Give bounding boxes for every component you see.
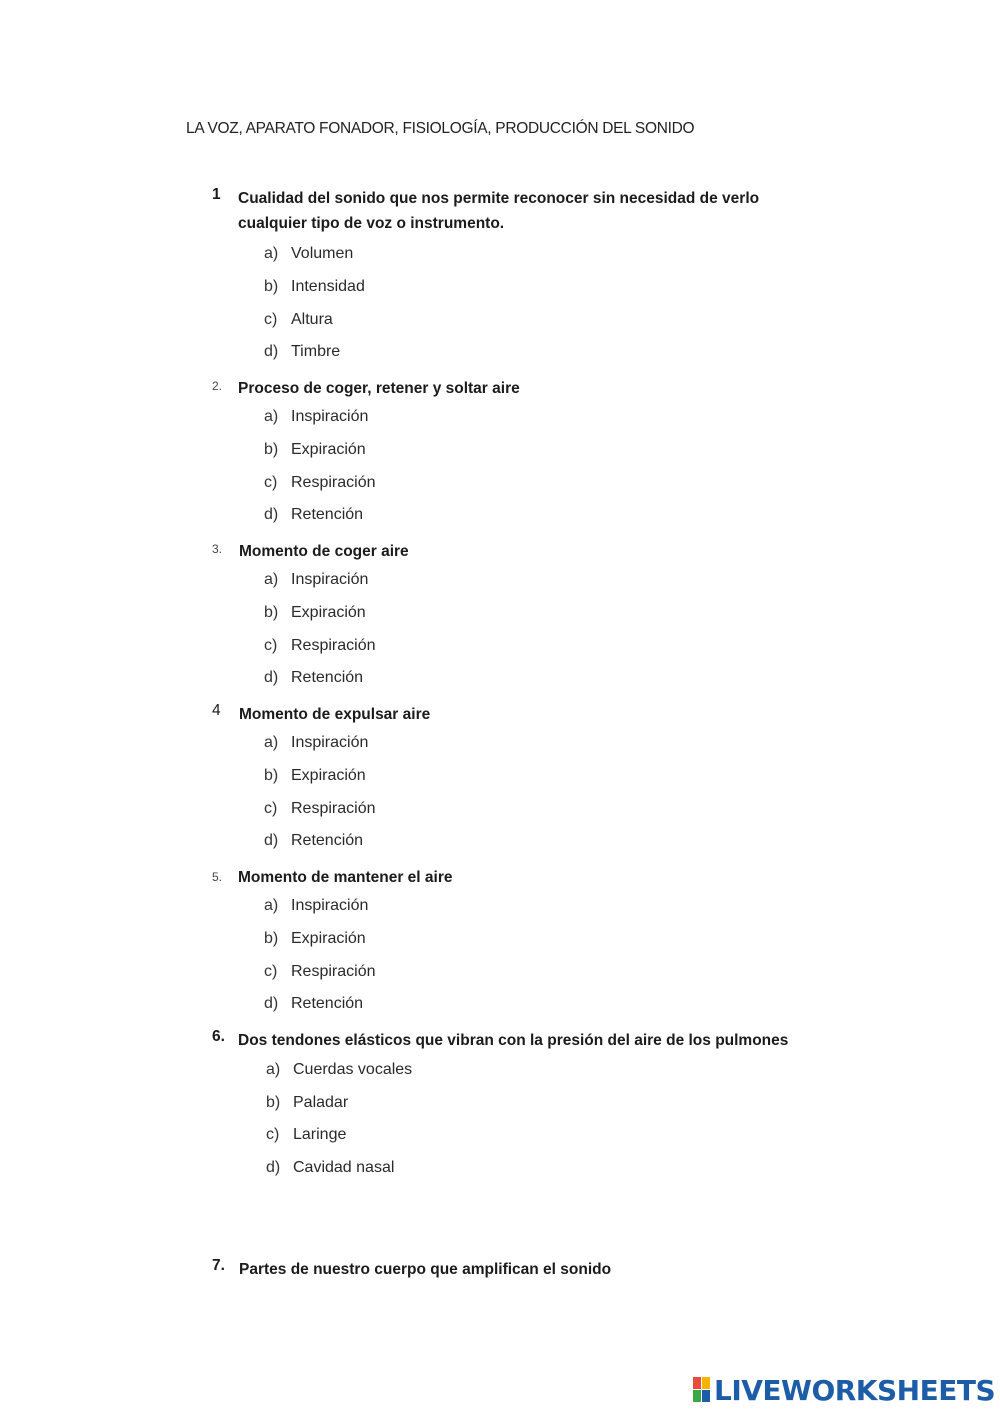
logo-text: LIVEWORKSHEETS: [714, 1373, 996, 1407]
liveworksheets-icon: [693, 1377, 711, 1403]
question-text: Proceso de coger, retener y soltar aire: [238, 380, 520, 397]
liveworksheets-logo: [693, 1372, 995, 1408]
logo-square-yellow: [702, 1377, 710, 1389]
logo-square-red: [693, 1377, 701, 1389]
logo-square-blue: [702, 1390, 710, 1402]
question-number: 7.: [212, 1257, 225, 1274]
question-number: 3.: [212, 542, 223, 556]
question-text: Cualidad del sonido que nos permite reconocer sin necesidad de verlo cualquier tipo de voz o instrumento.: [238, 190, 760, 232]
question-number: 4: [212, 702, 221, 719]
question-number: 6.: [212, 1028, 225, 1045]
question-text: Momento de coger aire: [239, 543, 409, 560]
logo-square-green: [693, 1390, 701, 1402]
question-number: 5.: [212, 870, 223, 884]
question-text: Dos tendones elásticos que vibran con la presión del aire de los pulmones: [238, 1032, 789, 1049]
question-text: Partes de nuestro cuerpo que amplifican el sonido: [239, 1261, 612, 1278]
page-title: LA VOZ, APARATO FONADOR, FISIOLOGÍA, PRODUCCIÓN DEL SONIDO: [186, 120, 695, 137]
question-number: 1: [212, 186, 221, 203]
question-text: Momento de expulsar aire: [239, 706, 431, 723]
question-text: Momento de mantener el aire: [238, 869, 453, 886]
question-number: 2.: [212, 379, 223, 393]
